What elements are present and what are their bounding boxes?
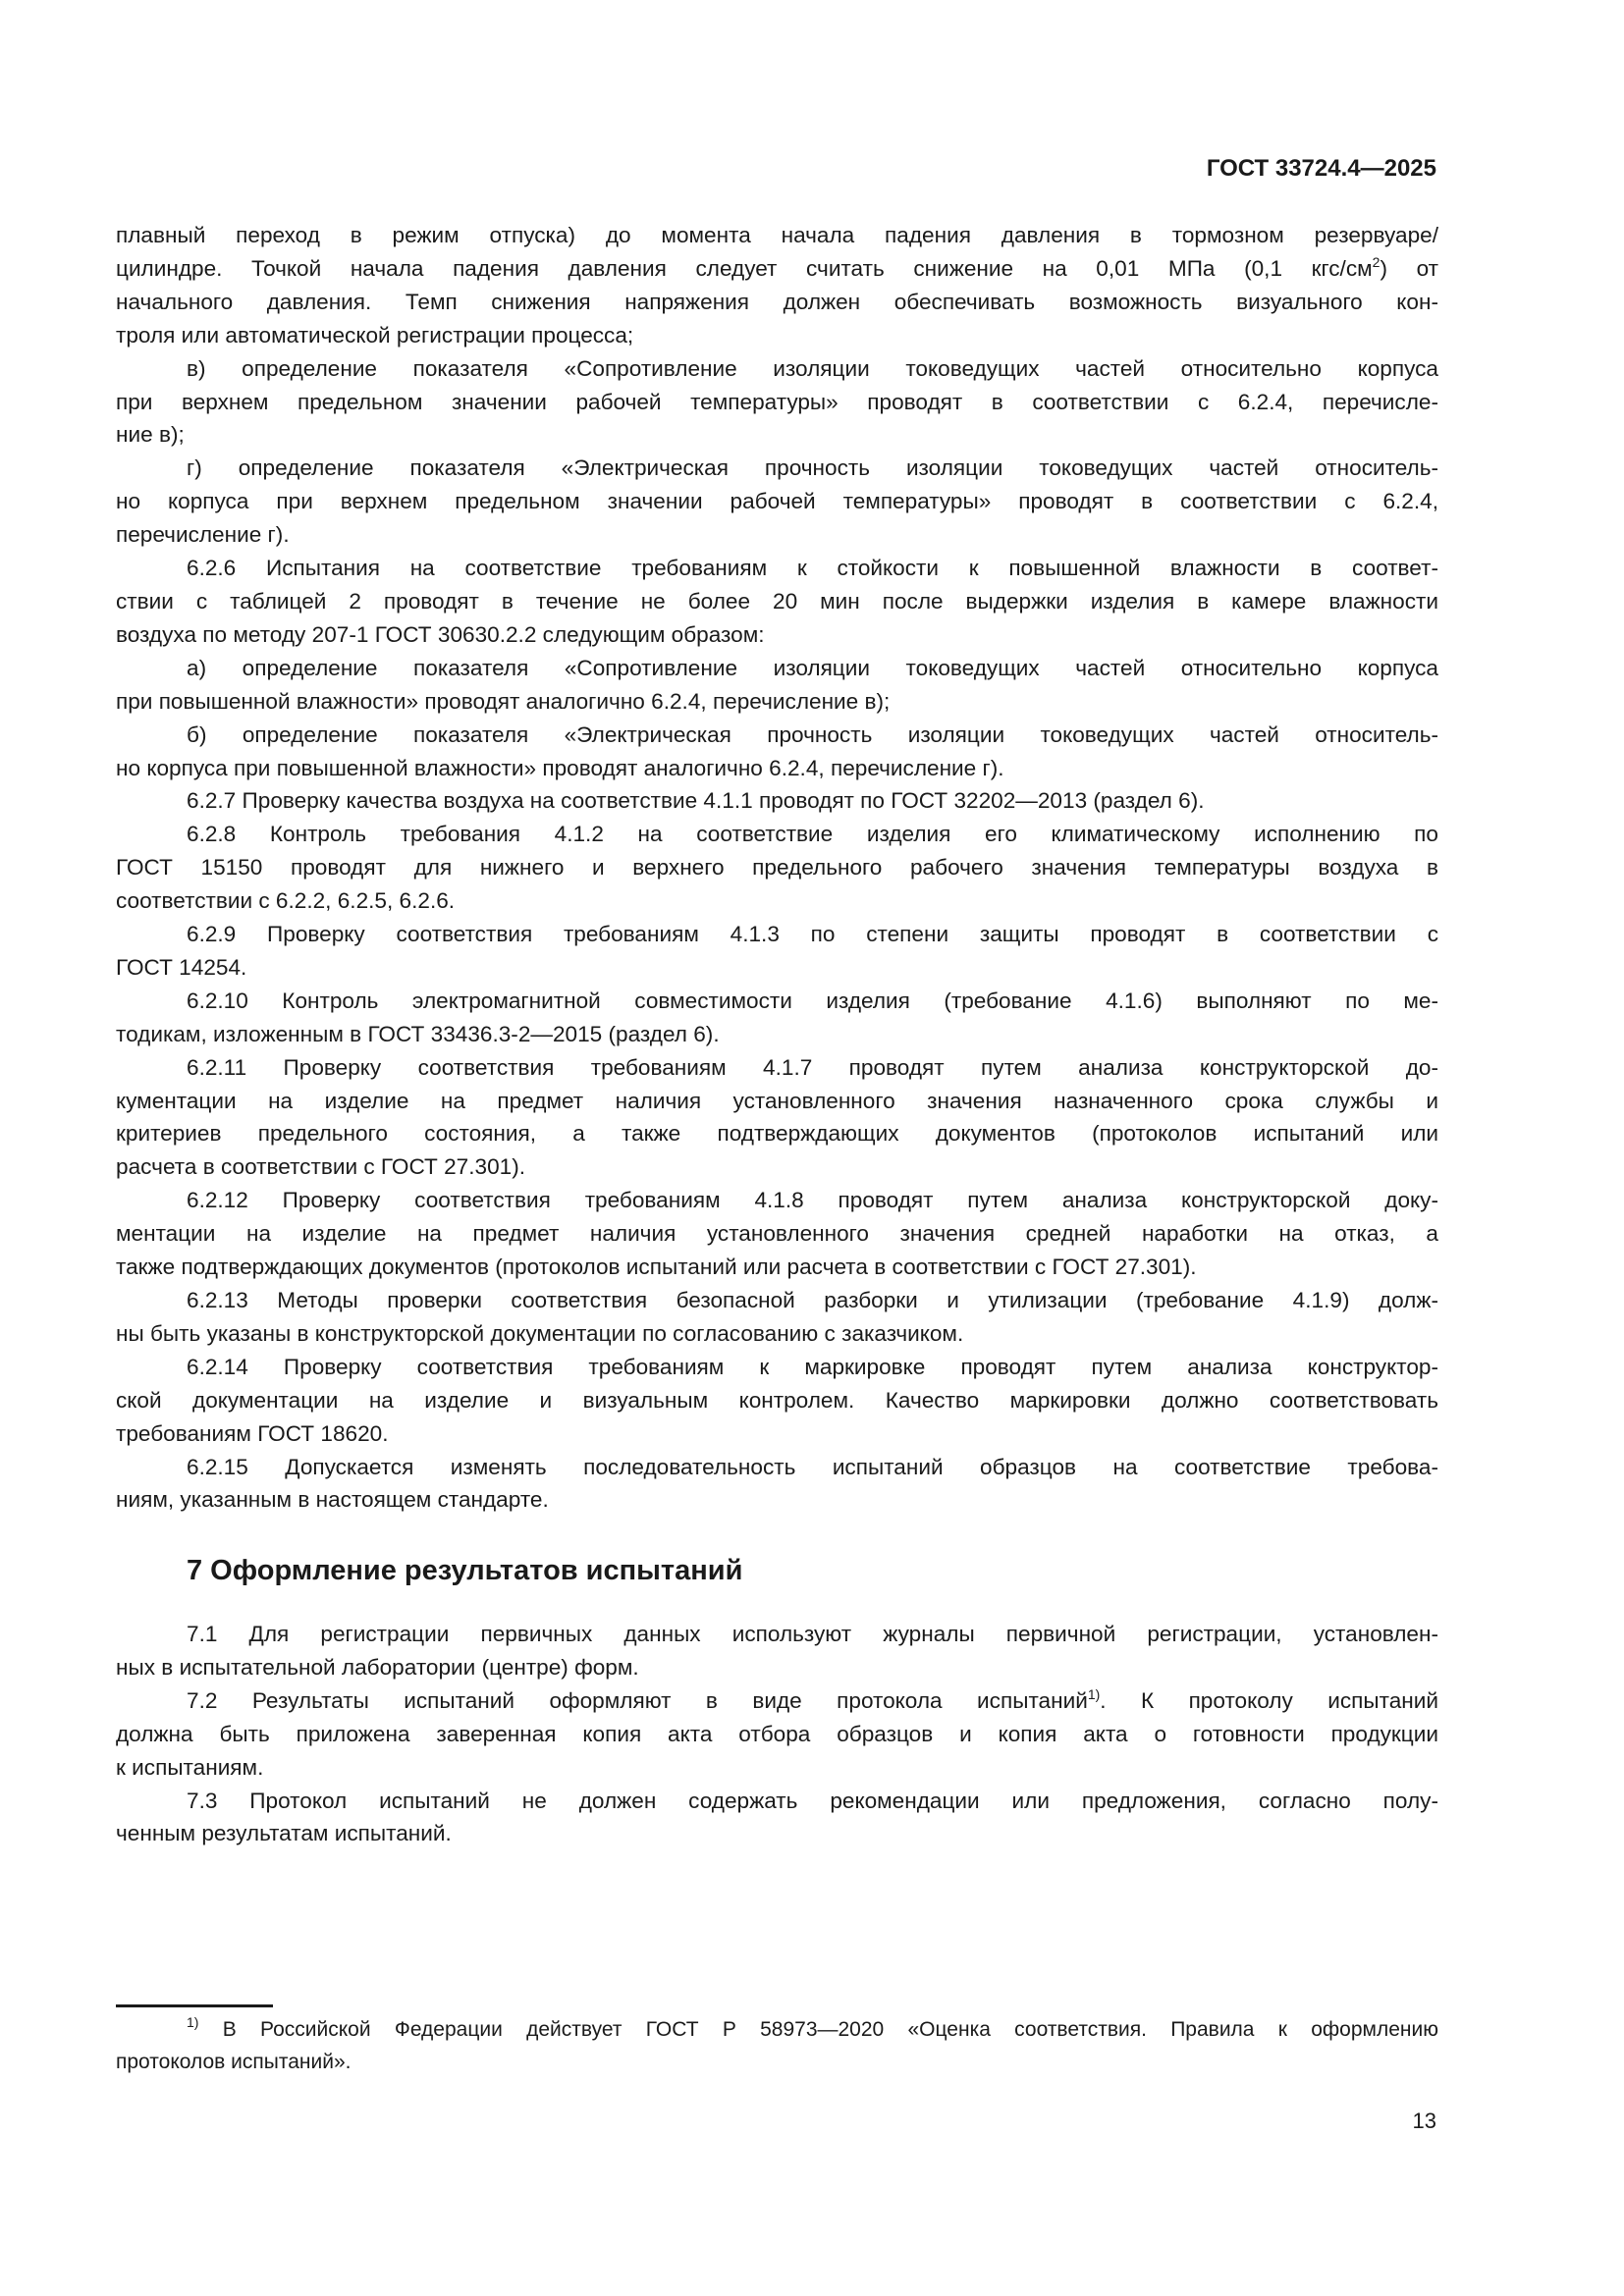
section-heading: 7 Оформление результатов испытаний [187,1555,743,1586]
text-line: в) определение показателя «Сопротивление изоляции токоведущих частей относительно корпуса [187,355,1438,381]
body-text [116,219,1438,1517]
text-line: при верхнем предельном значении рабочей температуры» проводят в соответствии с 6.2.4, перечисле- [116,389,1438,414]
paragraph [116,1351,1438,1451]
paragraph [116,552,1438,652]
text-line: 7.1 Для регистрации первичных данных используют журналы первичной регистрации, установлен- [187,1622,1438,1646]
text-line: 6.2.13 Методы проверки соответствия безопасной разборки и утилизации (требование 4.1.9) долж- [187,1288,1438,1312]
text-line: ГОСТ 15150 проводят для нижнего и верхнего предельного рабочего значения температуры воздуха в [116,855,1438,881]
text-line: должна быть приложена заверенная копия акта отбора образцов и копия акта о готовности продукции [116,1721,1438,1746]
text-line: плавный переход в режим отпуска) до момента начала падения давления в тормозном резервуаре/ [116,223,1438,247]
text-line: 6.2.10 Контроль электромагнитной совместимости изделия (требование 4.1.6) выполняют по ме- [187,988,1438,1013]
text-line: 6.2.12 Проверку соответствия требованиям 4.1.8 проводят путем анализа конструкторской доку- [187,1188,1438,1213]
paragraph [116,1051,1438,1185]
paragraph [116,784,1438,818]
text-line: 6.2.11 Проверку соответствия требованиям 4.1.7 проводят путем анализа конструкторской до- [187,1054,1438,1080]
paragraph [116,652,1438,719]
footnote-line: протоколов испытаний». [116,2051,352,2073]
page-number: 13 [1412,2109,1436,2133]
text-line: 6.2.6 Испытания на соответствие требованиям к стойкости к повышенной влажности в соответ- [187,556,1438,581]
text-line: ской документации на изделие и визуальным контролем. Качество маркировки должно соответствовать [116,1387,1438,1413]
text-line: ГОСТ 14254. [116,954,247,980]
text-line: 6.2.15 Допускается изменять последовательность испытаний образцов на соответствие требова- [187,1454,1438,1479]
paragraph [116,818,1438,918]
text-line: но корпуса при верхнем предельном значении рабочей температуры» проводят в соответствии с 6.2.4, [116,489,1438,514]
text-segment: ) от [1380,255,1439,281]
text-line: воздуха по методу 207-1 ГОСТ 30630.2.2 следующим образом: [116,621,765,647]
text-line: ченным результатам испытаний. [116,1821,452,1846]
text-segment: . К протоколу испытаний [1100,1687,1438,1713]
superscript: 1) [1087,1685,1101,1702]
text-line: г) определение показателя «Электрическая прочность изоляции токоведущих частей относитель- [187,455,1438,481]
footnote-line [116,2013,1438,2046]
footnote-text: В Российской Федерации действует ГОСТ Р 58973—2020 «Оценка соответствия. Правила к оформлению [222,2018,1438,2041]
text-line: кументации на изделие на предмет наличия установленного значения назначенного срока службы и [116,1088,1438,1113]
text-line: но корпуса при повышенной влажности» проводят аналогично 6.2.4, перечисление г). [116,755,1004,780]
text-line: ние в); [116,422,185,448]
text-line: 7.3 Протокол испытаний не должен содержать рекомендации или предложения, согласно полу- [187,1788,1438,1813]
paragraph [116,1618,1438,1684]
text-line: тодикам, изложенным в ГОСТ 33436.3-2—2015 (раздел 6). [116,1021,720,1046]
paragraph [116,1451,1438,1518]
paragraph [116,219,1438,352]
text-line: расчета в соответствии с ГОСТ 27.301). [116,1154,526,1180]
text-line: ствии с таблицей 2 проводят в течение не более 20 мин после выдержки изделия в камере влажности [116,588,1438,614]
text-line: троля или автоматической регистрации процесса; [116,322,634,347]
paragraph [116,452,1438,552]
text-segment: 7.2 Результаты испытаний оформляют в виде протокола испытаний [187,1687,1088,1713]
paragraph [116,1284,1438,1351]
paragraph [116,1184,1438,1284]
text-line: 6.2.9 Проверку соответствия требованиям 4.1.3 по степени защиты проводят в соответствии с [187,922,1438,947]
text-line: соответствии с 6.2.2, 6.2.5, 6.2.6. [116,888,456,914]
section-7-text [116,1618,1438,1850]
text-line: критериев предельного состояния, а также подтверждающих документов (протоколов испытаний или [116,1121,1438,1147]
text-line [116,1684,1438,1718]
paragraph [116,918,1438,985]
paragraph [116,1785,1438,1851]
text-line: начального давления. Темп снижения напряжения должен обеспечивать возможность визуального кон- [116,289,1438,314]
text-line: ны быть указаны в конструкторской документации по согласованию с заказчиком. [116,1320,964,1346]
paragraph [116,352,1438,453]
text-line: 6.2.7 Проверку качества воздуха на соответствие 4.1.1 проводят по ГОСТ 32202—2013 (раздел 6). [187,788,1205,814]
text-line [116,252,1438,286]
text-line: также подтверждающих документов (протоколов испытаний или расчета в соответствии с ГОСТ 27.301). [116,1255,1197,1280]
superscript: 2 [1372,253,1380,270]
text-line: ных в испытательной лаборатории (центре) форм. [116,1654,639,1680]
text-line: ниям, указанным в настоящем стандарте. [116,1487,549,1513]
paragraph [116,1684,1438,1785]
text-line: перечисление г). [116,522,290,548]
text-line: 6.2.8 Контроль требования 4.1.2 на соответствие изделия его климатическому исполнению по [187,822,1438,847]
text-line: б) определение показателя «Электрическая прочность изоляции токоведущих частей относитель- [187,721,1438,747]
document-designation: ГОСТ 33724.4—2025 [1206,155,1436,182]
text-line: к испытаниям. [116,1754,264,1780]
text-segment: цилиндре. Точкой начала падения давления следует считать снижение на 0,01 МПа (0,1 кгс/см [116,255,1373,281]
text-line: ментации на изделие на предмет наличия установленного значения средней наработки на отказ, а [116,1221,1438,1247]
footnote [116,2013,1438,2078]
text-line: а) определение показателя «Сопротивление изоляции токоведущих частей относительно корпуса [187,655,1438,680]
footnote-mark: 1) [187,2014,199,2030]
paragraph [116,719,1438,785]
text-line: при повышенной влажности» проводят аналогично 6.2.4, перечисление в); [116,688,891,714]
text-line: 6.2.14 Проверку соответствия требованиям к маркировке проводят путем анализа конструктор- [187,1354,1438,1379]
paragraph [116,985,1438,1051]
text-line: требованиям ГОСТ 18620. [116,1420,389,1446]
footnote-separator [116,2004,273,2007]
